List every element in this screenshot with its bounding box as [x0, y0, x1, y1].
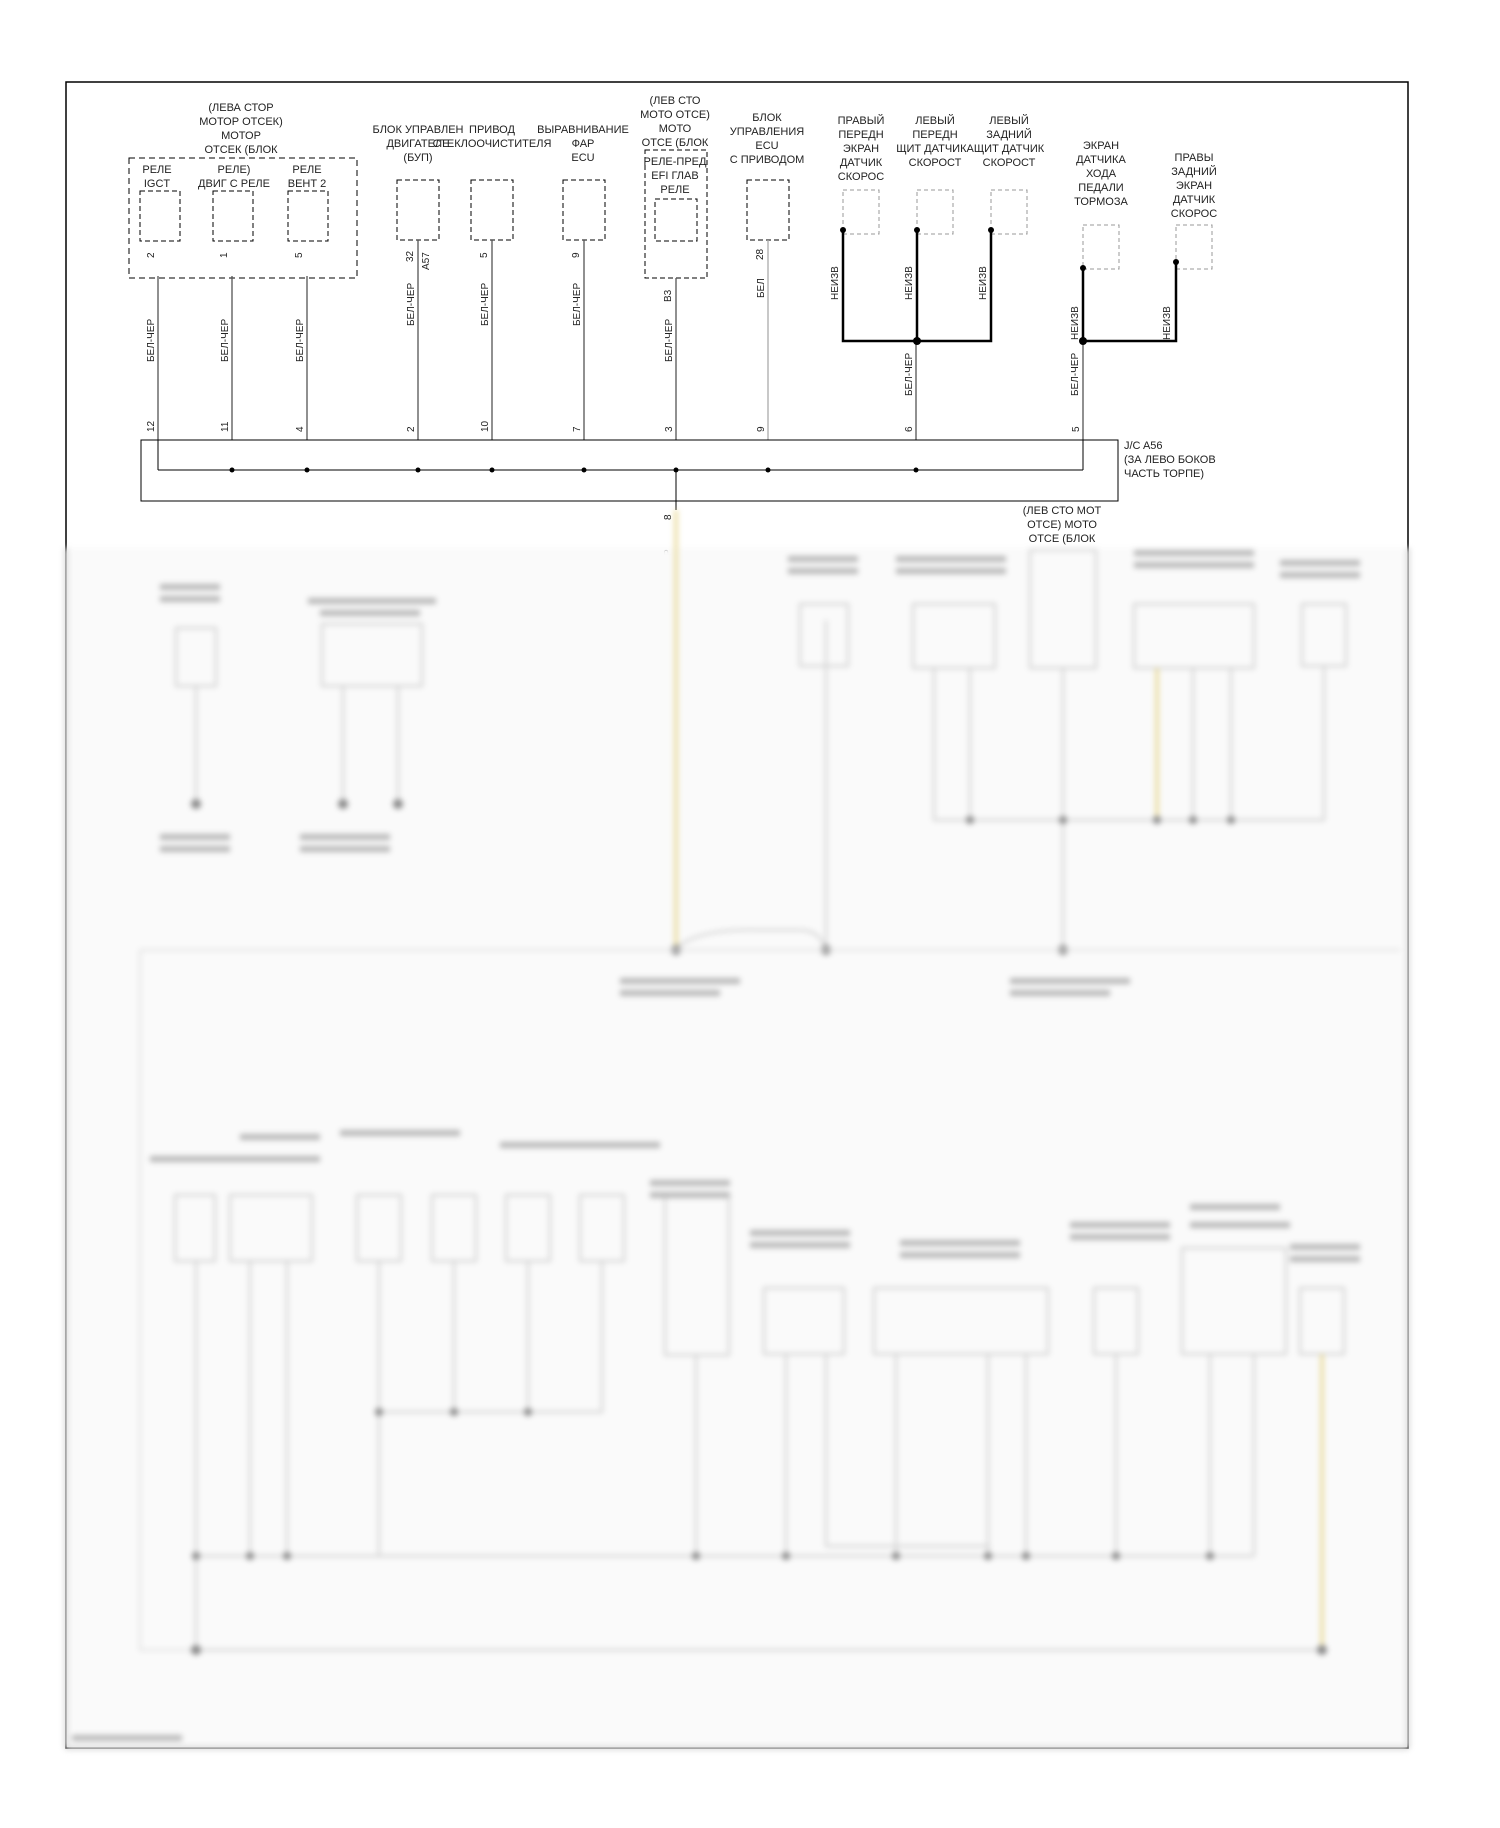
svg-text:ДАТЧИК: ДАТЧИК — [1172, 194, 1216, 206]
svg-text:ЛЕВЫЙ: ЛЕВЫЙ — [989, 115, 1029, 127]
svg-text:ПРАВЫ: ПРАВЫ — [1174, 152, 1214, 164]
svg-text:5: 5 — [294, 252, 305, 258]
svg-text:J/C A56: J/C A56 — [1124, 440, 1163, 452]
svg-text:МОТОР ОТСЕК): МОТОР ОТСЕК) — [199, 116, 283, 128]
svg-text:РЕЛЕ: РЕЛЕ — [292, 164, 322, 176]
svg-text:БЕЛ-ЧЕР: БЕЛ-ЧЕР — [295, 318, 306, 362]
component-pins — [146, 248, 766, 302]
svg-text:28: 28 — [755, 248, 766, 260]
svg-text:ДАТЧИКА: ДАТЧИКА — [1076, 154, 1126, 166]
svg-text:СКОРОС: СКОРОС — [837, 171, 885, 183]
svg-text:ВЕНТ 2: ВЕНТ 2 — [287, 178, 327, 190]
svg-text:ПЕРЕДН: ПЕРЕДН — [838, 129, 884, 141]
left-front-speed-sensor — [896, 114, 974, 234]
svg-text:УПРАВЛЕНИЯ: УПРАВЛЕНИЯ — [729, 126, 805, 138]
svg-text:7: 7 — [572, 426, 583, 432]
svg-text:РЕЛЕ: РЕЛЕ — [142, 164, 172, 176]
left-rear-speed-sensor — [974, 114, 1045, 234]
svg-text:2: 2 — [146, 252, 157, 258]
svg-text:НЕИЗВ: НЕИЗВ — [978, 266, 989, 300]
right-front-speed-sensor — [838, 114, 885, 234]
svg-text:ЭКРАН: ЭКРАН — [1082, 140, 1120, 152]
svg-text:ECU: ECU — [755, 140, 779, 152]
svg-text:БЕЛ-ЧЕР: БЕЛ-ЧЕР — [480, 282, 491, 326]
svg-text:БЕЛ-ЧЕР: БЕЛ-ЧЕР — [220, 318, 231, 362]
svg-text:12: 12 — [146, 420, 157, 432]
svg-text:ЩИТ ДАТЧИК: ЩИТ ДАТЧИК — [973, 143, 1045, 155]
right-rear-speed-sensor — [1171, 152, 1217, 269]
shield-wires — [843, 230, 1176, 341]
svg-text:БЛОК УПРАВЛЕН: БЛОК УПРАВЛЕН — [372, 124, 464, 136]
svg-text:8: 8 — [663, 514, 674, 520]
svg-text:5: 5 — [479, 252, 490, 258]
svg-text:5: 5 — [1071, 426, 1082, 432]
lower-faded-section — [66, 510, 1408, 1748]
svg-text:ПРАВЫЙ: ПРАВЫЙ — [837, 115, 885, 127]
svg-text:БЕЛ-ЧЕР: БЕЛ-ЧЕР — [406, 282, 417, 326]
svg-text:4: 4 — [295, 426, 306, 432]
svg-text:ДВИГ С РЕЛЕ: ДВИГ С РЕЛЕ — [198, 178, 270, 190]
svg-text:МОТО: МОТО — [658, 123, 692, 135]
svg-text:ЛЕВЫЙ: ЛЕВЫЙ — [915, 115, 955, 127]
svg-text:(БУП): (БУП) — [403, 152, 433, 164]
svg-text:B3: B3 — [663, 289, 674, 302]
svg-text:EFI ГЛАВ: EFI ГЛАВ — [651, 170, 699, 182]
svg-text:МОТОР: МОТОР — [221, 130, 261, 142]
svg-text:A57: A57 — [421, 252, 432, 270]
svg-text:ДАТЧИК: ДАТЧИК — [839, 157, 883, 169]
svg-text:ТОРМОЗА: ТОРМОЗА — [1074, 196, 1128, 208]
svg-text:ПЕРЕДН: ПЕРЕДН — [912, 129, 958, 141]
svg-text:ОТСЕ (БЛОК: ОТСЕ (БЛОК — [1028, 533, 1096, 545]
svg-text:МОТО ОТСЕ): МОТО ОТСЕ) — [640, 109, 710, 121]
svg-text:ХОДА: ХОДА — [1085, 168, 1117, 180]
svg-text:ЧАСТЬ ТОРПЕ): ЧАСТЬ ТОРПЕ) — [1124, 468, 1205, 480]
svg-text:БЕЛ-ЧЕР: БЕЛ-ЧЕР — [664, 318, 675, 362]
svg-text:СКОРОСТ: СКОРОСТ — [908, 157, 962, 169]
junction-connector-a56 — [141, 440, 1216, 510]
svg-text:ЗАДНИЙ: ЗАДНИЙ — [1171, 166, 1217, 178]
svg-text:ЗАДНИЙ: ЗАДНИЙ — [986, 129, 1032, 141]
svg-text:32: 32 — [405, 250, 416, 262]
shield-dots — [840, 227, 1179, 345]
svg-text:IGCT: IGCT — [143, 178, 171, 190]
svg-text:НЕИЗВ: НЕИЗВ — [904, 266, 915, 300]
svg-text:ECU: ECU — [571, 152, 595, 164]
svg-text:3: 3 — [664, 426, 675, 432]
svg-text:(ЛЕВ СТО МОТ: (ЛЕВ СТО МОТ — [1022, 505, 1102, 517]
svg-text:6: 6 — [904, 426, 915, 432]
svg-text:11: 11 — [220, 421, 231, 432]
svg-text:НЕИЗВ: НЕИЗВ — [1070, 306, 1081, 340]
svg-text:2: 2 — [406, 426, 417, 432]
svg-text:ОТСЕ (БЛОК: ОТСЕ (БЛОК — [641, 137, 709, 149]
svg-text:9: 9 — [756, 426, 767, 432]
svg-text:НЕИЗВ: НЕИЗВ — [830, 266, 841, 300]
svg-text:РЕЛЕ): РЕЛЕ) — [217, 164, 251, 176]
efi-relay-block — [640, 95, 710, 278]
svg-text:СКОРОСТ: СКОРОСТ — [982, 157, 1036, 169]
svg-text:ОТСЕ) МОТО: ОТСЕ) МОТО — [1027, 519, 1097, 531]
svg-text:ПЕДАЛИ: ПЕДАЛИ — [1078, 182, 1124, 194]
svg-text:НЕИЗВ: НЕИЗВ — [1162, 306, 1173, 340]
svg-text:1: 1 — [219, 252, 230, 258]
wiper-motor — [433, 124, 552, 240]
brake-pedal-sensor — [1074, 140, 1128, 269]
svg-text:С ПРИВОДОМ: С ПРИВОДОМ — [729, 154, 805, 166]
svg-text:БЕЛ: БЕЛ — [756, 278, 767, 298]
svg-text:ПРИВОД: ПРИВОД — [469, 124, 515, 136]
svg-text:БЕЛ-ЧЕР: БЕЛ-ЧЕР — [572, 282, 583, 326]
svg-text:БЕЛ-ЧЕР: БЕЛ-ЧЕР — [904, 352, 915, 396]
relay-block — [129, 102, 357, 278]
svg-text:БЕЛ-ЧЕР: БЕЛ-ЧЕР — [1070, 352, 1081, 396]
svg-text:БЕЛ-ЧЕР: БЕЛ-ЧЕР — [146, 318, 157, 362]
svg-text:ВЫРАВНИВАНИЕ: ВЫРАВНИВАНИЕ — [537, 124, 629, 136]
svg-text:ЭКРАН: ЭКРАН — [842, 143, 880, 155]
svg-text:ЭКРАН: ЭКРАН — [1175, 180, 1213, 192]
svg-text:(ЛЕВА СТОР: (ЛЕВА СТОР — [208, 102, 274, 114]
svg-text:ЩИТ ДАТЧИКА: ЩИТ ДАТЧИКА — [896, 143, 974, 155]
svg-text:(ЗА ЛЕВО БОКОВ: (ЗА ЛЕВО БОКОВ — [1124, 454, 1216, 466]
wire-labels — [146, 266, 1173, 396]
lower-efi-label — [1023, 505, 1102, 545]
svg-text:БЛОК: БЛОК — [752, 112, 782, 124]
svg-text:СТЕКЛООЧИСТИТЕЛЯ: СТЕКЛООЧИСТИТЕЛЯ — [432, 138, 552, 150]
svg-text:СКОРОС: СКОРОС — [1170, 208, 1218, 220]
svg-text:(ЛЕВ СТО: (ЛЕВ СТО — [649, 95, 701, 107]
svg-text:ОТСЕК (БЛОК: ОТСЕК (БЛОК — [204, 144, 278, 156]
ecu-drive — [730, 112, 805, 240]
svg-text:9: 9 — [571, 252, 582, 258]
svg-text:РЕЛЕ: РЕЛЕ — [660, 184, 690, 196]
svg-text:ДВИГАТЕЛЕ: ДВИГАТЕЛЕ — [386, 138, 450, 150]
svg-text:10: 10 — [480, 420, 491, 432]
svg-text:ФАР: ФАР — [571, 138, 595, 150]
svg-text:РЕЛЕ-ПРЕД: РЕЛЕ-ПРЕД — [643, 156, 707, 168]
